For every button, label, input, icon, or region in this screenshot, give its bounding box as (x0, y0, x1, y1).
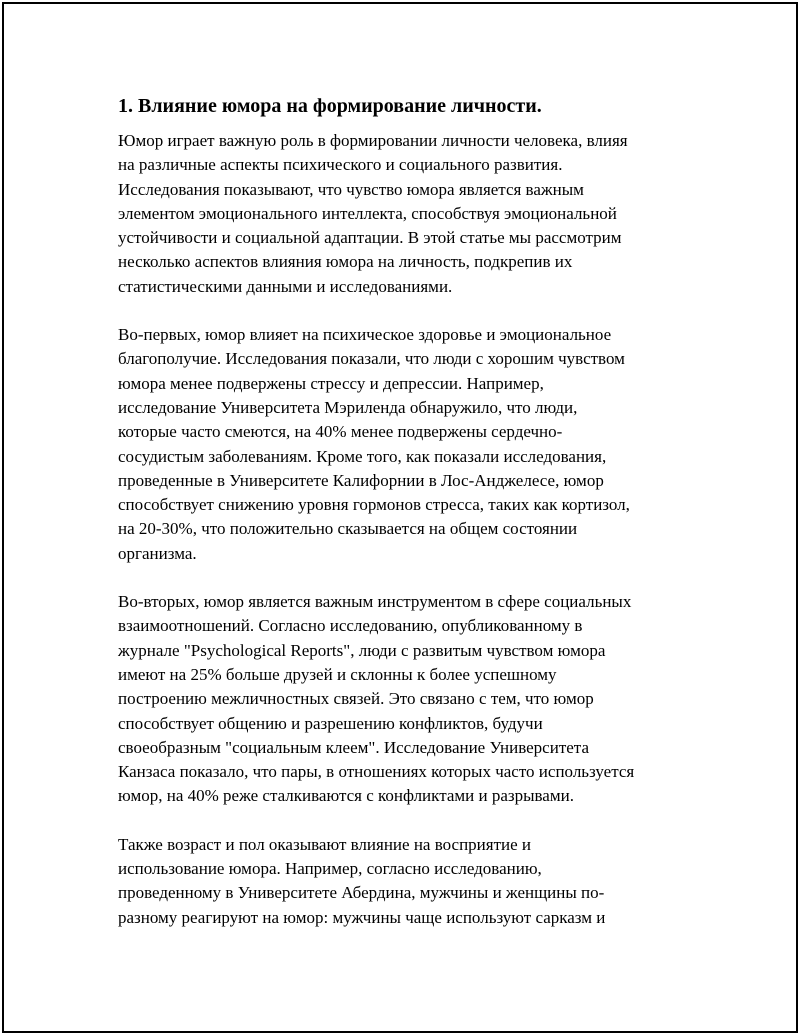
text-line: использование юмора. Например, согласно исследованию, (118, 859, 542, 879)
text-line: на 20-30%, что положительно сказывается на общем состоянии (118, 519, 578, 539)
paragraph-2 (118, 323, 688, 566)
text-line: имеют на 25% больше друзей и склонны к более успешному (118, 664, 557, 684)
text-line: Также возраст и пол оказывают влияние на восприятие и (118, 834, 532, 854)
text-line: благополучие. Исследования показали, что люди с хорошим чувством (118, 349, 625, 369)
text-line: Юмор играет важную роль в формировании личности человека, влияя (118, 131, 628, 150)
document-body (118, 93, 688, 954)
text-line: устойчивости и социальной адаптации. В этой статье мы рассмотрим (118, 228, 622, 248)
text-line: способствует общению и разрешению конфликтов, будучи (118, 713, 543, 733)
text-line: Во-вторых, юмор является важным инструментом в сфере социальных (118, 592, 632, 612)
text-line: сосудистым заболеваниям. Кроме того, как показали исследования, (118, 446, 607, 466)
paragraph-1 (118, 129, 688, 299)
text-line: элементом эмоционального интеллекта, способствуя эмоциональной (118, 203, 617, 223)
paragraph-4 (118, 833, 688, 930)
text-line: статистическими данными и исследованиями. (118, 276, 453, 296)
text-line: исследование Университета Мэриленда обнаружило, что люди, (118, 397, 578, 417)
text-line: Канзаса показало, что пары, в отношениях которых часто используется (118, 762, 635, 782)
text-line: своеобразным "социальным клеем". Исследование Университета (118, 737, 589, 757)
text-line: на различные аспекты психического и социального развития. (118, 155, 563, 175)
text-line: несколько аспектов влияния юмора на личность, подкрепив их (118, 252, 573, 272)
text-line: взаимоотношений. Согласно исследованию, опубликованному в (118, 616, 583, 636)
text-line: юмора менее подвержены стрессу и депрессии. Например, (118, 373, 544, 393)
text-line: Исследования показывают, что чувство юмора является важным (118, 179, 584, 199)
text-line: проведенному в Университете Абердина, мужчины и женщины по- (118, 883, 605, 903)
text-line: разному реагируют на юмор: мужчины чаще используют сарказм и (118, 907, 606, 927)
paragraph-3 (118, 590, 688, 809)
text-line: организма. (118, 543, 197, 563)
text-line: журнале "Psychological Reports", люди с развитым чувством юмора (118, 640, 606, 660)
section-heading: 1. Влияние юмора на формирование личности. (118, 95, 542, 117)
text-line: проведенные в Университете Калифорнии в Лос-Анджелесе, юмор (118, 470, 604, 490)
text-line: юмор, на 40% реже сталкиваются с конфликтами и разрывами. (118, 786, 574, 806)
text-line: которые часто смеются, на 40% менее подвержены сердечно- (118, 422, 563, 442)
text-line: Во-первых, юмор влияет на психическое здоровье и эмоциональное (118, 325, 612, 345)
text-line: способствует снижению уровня гормонов стресса, таких как кортизол, (118, 495, 630, 515)
text-line: построению межличностных связей. Это связано с тем, что юмор (118, 689, 594, 709)
